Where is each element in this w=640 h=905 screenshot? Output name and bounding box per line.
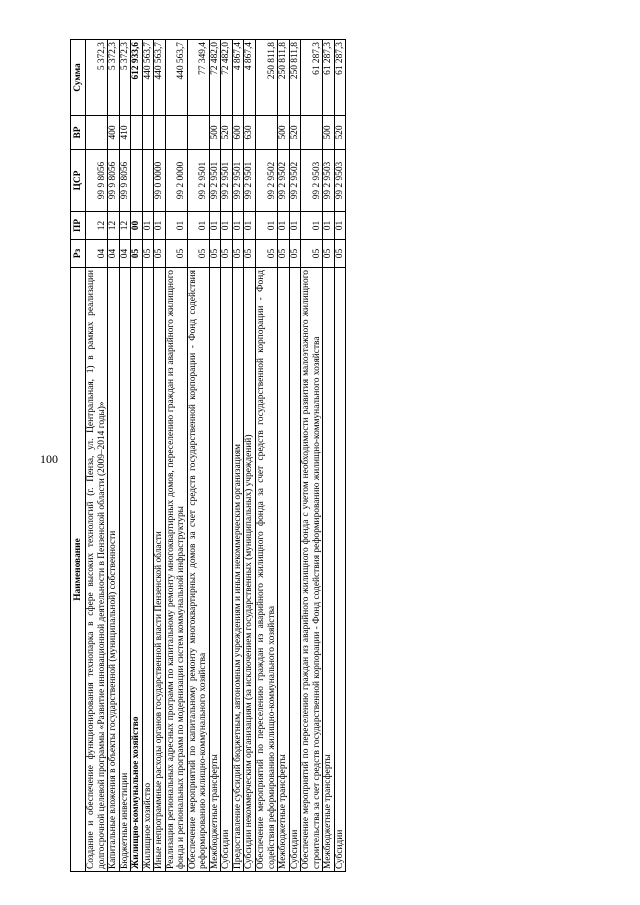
cell-rz: 05 [209, 240, 221, 268]
cell-csr [131, 150, 143, 212]
cell-name: Межбюджетные трансферты [209, 268, 221, 872]
rotated-page [70, 40, 560, 872]
cell-name: Обеспечение мероприятий по переселению граждан из аварийного жилищного фонда с учетом необходимости развития малоэтажного жилищного строительства за счет средств государственной корпорации - Фонд содействия реформированию жилищно-коммунального хозяйства [301, 268, 323, 872]
table-row [244, 40, 256, 872]
table-row [301, 40, 323, 872]
cell-csr: 99 2 9501 [209, 150, 221, 212]
table-row [86, 40, 108, 872]
cell-csr: 99 9 8056 [119, 150, 131, 212]
table-row [289, 40, 301, 872]
cell-sum: 61 287,3 [334, 40, 346, 116]
cell-pr: 01 [165, 212, 187, 240]
cell-pr: 01 [221, 212, 233, 240]
cell-name: Субсидии некоммерческим организациям (за исключением государственных (муниципальных) учреждений) [244, 268, 256, 872]
cell-rz: 05 [131, 240, 143, 268]
page-number: 100 [40, 452, 58, 466]
table-row [165, 40, 187, 872]
table-header-row [71, 40, 86, 872]
cell-csr: 99 2 9503 [334, 150, 346, 212]
cell-rz: 05 [221, 240, 233, 268]
header-csr: ЦСР [71, 150, 86, 212]
cell-vr [255, 116, 277, 150]
cell-csr: 99 0 0000 [154, 150, 166, 212]
cell-sum: 61 287,3 [301, 40, 323, 116]
cell-rz: 05 [165, 240, 187, 268]
cell-pr: 01 [323, 212, 335, 240]
cell-name: Создание и обеспечение функционирования технопарка в сфере высоких технологий (г. Пенза, ул. Центральная, 1) в рамках реализации долгосрочной целевой программы «Развитие инновационной деятельности в Пензенской области (2009–2014 годы)» [86, 268, 108, 872]
table-row [232, 40, 244, 872]
cell-csr [142, 150, 154, 212]
cell-rz: 04 [108, 240, 120, 268]
table-row [334, 40, 346, 872]
cell-csr: 99 2 9502 [255, 150, 277, 212]
cell-csr: 99 2 9501 [232, 150, 244, 212]
cell-csr: 99 2 0000 [165, 150, 187, 212]
cell-vr: 520 [289, 116, 301, 150]
cell-rz: 05 [255, 240, 277, 268]
cell-name: Обеспечение мероприятий по капитальному ремонту многоквартирных домов за счет средств государственной корпорации - Фонд содействия реформированию жилищно-коммунального хозяйства [187, 268, 209, 872]
cell-sum: 61 287,3 [323, 40, 335, 116]
cell-name: Бюджетные инвестиции [119, 268, 131, 872]
cell-rz: 05 [334, 240, 346, 268]
cell-vr: 500 [323, 116, 335, 150]
cell-rz: 05 [232, 240, 244, 268]
cell-name: Жилищное хозяйство [142, 268, 154, 872]
cell-pr: 01 [301, 212, 323, 240]
table-row [108, 40, 120, 872]
cell-vr [301, 116, 323, 150]
cell-csr: 99 2 9501 [221, 150, 233, 212]
cell-vr [187, 116, 209, 150]
cell-vr: 520 [334, 116, 346, 150]
cell-sum: 440 563,7 [165, 40, 187, 116]
cell-sum: 77 349,4 [187, 40, 209, 116]
cell-vr: 520 [221, 116, 233, 150]
table-row [255, 40, 277, 872]
cell-vr: 600 [232, 116, 244, 150]
table-row [278, 40, 290, 872]
cell-rz: 05 [142, 240, 154, 268]
cell-sum: 5 372,3 [108, 40, 120, 116]
table-row [119, 40, 131, 872]
cell-sum: 5 372,3 [86, 40, 108, 116]
cell-sum: 250 811,8 [255, 40, 277, 116]
table-body [86, 40, 346, 872]
cell-sum: 5 372,3 [119, 40, 131, 116]
cell-sum: 250 811,8 [289, 40, 301, 116]
cell-name: Межбюджетные трансферты [278, 268, 290, 872]
cell-name: Субсидии [289, 268, 301, 872]
cell-rz: 04 [119, 240, 131, 268]
cell-name: Реализация региональных адресных программ по капитальному ремонту многоквартирных домов, переселению граждан из аварийного жилищного фонда и региональных программ по модернизации систем коммунальной инфраструктуры [165, 268, 187, 872]
cell-pr: 01 [232, 212, 244, 240]
cell-vr: 400 [108, 116, 120, 150]
cell-csr: 99 2 9503 [323, 150, 335, 212]
cell-name: Субсидии [221, 268, 233, 872]
cell-rz: 05 [289, 240, 301, 268]
cell-sum: 4 867,4 [232, 40, 244, 116]
table-row [131, 40, 143, 872]
cell-name: Иные непрограммные расходы органов государственной власти Пензенской области [154, 268, 166, 872]
cell-csr: 99 2 9502 [289, 150, 301, 212]
cell-csr: 99 9 8056 [86, 150, 108, 212]
cell-vr: 410 [119, 116, 131, 150]
cell-csr: 99 2 9501 [244, 150, 256, 212]
table-row [221, 40, 233, 872]
cell-pr: 01 [334, 212, 346, 240]
header-sum: Сумма [71, 40, 86, 116]
cell-vr [154, 116, 166, 150]
table-row [323, 40, 335, 872]
cell-pr: 01 [255, 212, 277, 240]
cell-pr: 01 [289, 212, 301, 240]
table-row [154, 40, 166, 872]
cell-vr [142, 116, 154, 150]
cell-csr: 99 2 9502 [278, 150, 290, 212]
cell-pr: 01 [278, 212, 290, 240]
header-vr: ВР [71, 116, 86, 150]
cell-sum: 440 563,7 [154, 40, 166, 116]
cell-name: Жилищно-коммунальное хозяйство [131, 268, 143, 872]
cell-rz: 05 [301, 240, 323, 268]
cell-sum: 612 933,6 [131, 40, 143, 116]
cell-pr: 01 [209, 212, 221, 240]
cell-csr: 99 2 9501 [187, 150, 209, 212]
header-pr: ПР [71, 212, 86, 240]
cell-rz: 05 [323, 240, 335, 268]
cell-name: Капитальные вложения в объекты государственной (муниципальной) собственности [108, 268, 120, 872]
table-row [187, 40, 209, 872]
header-rz: Рз [71, 240, 86, 268]
cell-vr: 500 [278, 116, 290, 150]
cell-vr [86, 116, 108, 150]
cell-pr: 12 [119, 212, 131, 240]
header-name: Наименование [71, 268, 86, 872]
cell-pr: 00 [131, 212, 143, 240]
cell-name: Предоставление субсидий бюджетным, автономным учреждениям и иным некоммерческим организациям [232, 268, 244, 872]
cell-pr: 12 [86, 212, 108, 240]
cell-vr [165, 116, 187, 150]
cell-sum: 72 482,0 [209, 40, 221, 116]
cell-pr: 01 [142, 212, 154, 240]
cell-vr: 500 [209, 116, 221, 150]
cell-rz: 04 [86, 240, 108, 268]
cell-pr: 01 [187, 212, 209, 240]
budget-table [70, 39, 346, 872]
cell-rz: 05 [278, 240, 290, 268]
cell-vr: 630 [244, 116, 256, 150]
cell-name: Обеспечение мероприятий по переселению граждан из аварийного жилищного фонда за счет средств государственной корпорации - Фонд содействия реформированию жилищно-коммунального хозяйства [255, 268, 277, 872]
cell-csr: 99 2 9503 [301, 150, 323, 212]
cell-pr: 12 [108, 212, 120, 240]
table-row [142, 40, 154, 872]
table-row [209, 40, 221, 872]
cell-rz: 05 [154, 240, 166, 268]
cell-sum: 250 811,8 [278, 40, 290, 116]
cell-rz: 05 [244, 240, 256, 268]
cell-name: Межбюджетные трансферты [323, 268, 335, 872]
cell-csr: 99 9 8056 [108, 150, 120, 212]
cell-pr: 01 [154, 212, 166, 240]
cell-sum: 4 867,4 [244, 40, 256, 116]
cell-rz: 05 [187, 240, 209, 268]
cell-vr [131, 116, 143, 150]
cell-sum: 72 482,0 [221, 40, 233, 116]
cell-sum: 440 563,7 [142, 40, 154, 116]
cell-pr: 01 [244, 212, 256, 240]
cell-name: Субсидии [334, 268, 346, 872]
